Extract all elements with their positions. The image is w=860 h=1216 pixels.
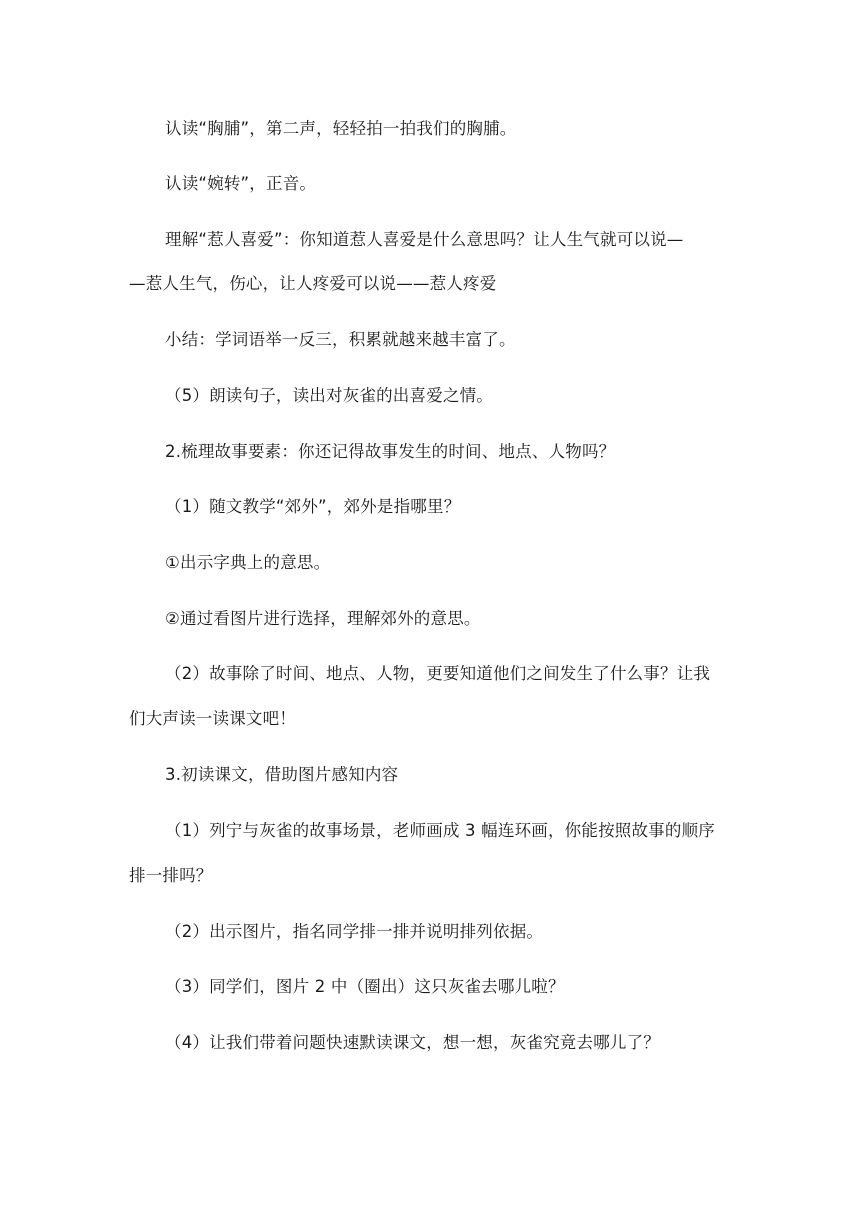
paragraph-line: 2.梳理故事要素：你还记得故事发生的时间、地点、人物吗？ xyxy=(165,442,616,461)
paragraph-line: （1）随文教学“郊外”，郊外是指哪里？ xyxy=(165,497,461,516)
paragraph-line: （5）朗读句子，读出对灰雀的出喜爱之情。 xyxy=(165,386,493,405)
paragraph-line: （1）列宁与灰雀的故事场景，老师画成 3 幅连环画，你能按照故事的顺序 xyxy=(165,821,715,840)
paragraph-line: ②通过看图片进行选择，理解郊外的意思。 xyxy=(165,609,481,628)
paragraph-line: 3.初读课文，借助图片感知内容 xyxy=(165,765,399,784)
paragraph-line: 认读“婉转”，正音。 xyxy=(165,174,317,193)
paragraph-line: （4）让我们带着问题快速默读课文，想一想，灰雀究竟去哪儿了？ xyxy=(165,1033,660,1052)
paragraph-line: （2）故事除了时间、地点、人物，更要知道他们之间发生了什么事？让我 xyxy=(165,664,711,683)
paragraph-line: 认读“胸脯”，第二声，轻轻拍一拍我们的胸脯。 xyxy=(165,119,517,138)
paragraph-line: 小结：学词语举一反三，积累就越来越丰富了。 xyxy=(165,330,516,349)
paragraph-line: 排一排吗？ xyxy=(129,866,213,885)
paragraph-line: 们大声读一读课文吧！ xyxy=(129,709,296,728)
paragraph-line: ①出示字典上的意思。 xyxy=(165,553,331,572)
paragraph-line: （2）出示图片，指名同学排一排并说明排列依据。 xyxy=(165,922,544,941)
paragraph-line: —惹人生气，伤心，让人疼爱可以说——惹人疼爱 xyxy=(129,274,497,293)
paragraph-line: 理解“惹人喜爱”：你知道惹人喜爱是什么意思吗？让人生气就可以说— xyxy=(165,230,684,249)
paragraph-line: （3）同学们，图片 2 中（圈出）这只灰雀去哪儿啦？ xyxy=(165,977,565,996)
